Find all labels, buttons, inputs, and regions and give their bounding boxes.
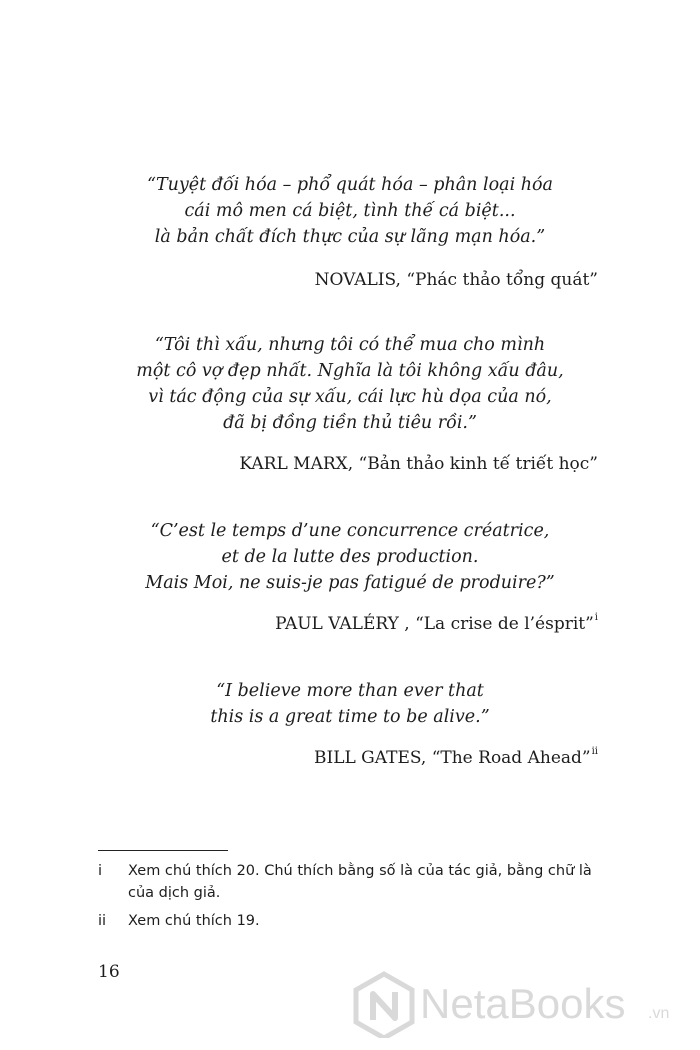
quote-line: “C’est le temps d’une concurrence créatrice, [150,521,550,541]
quote-line: “Tôi thì xấu, nhưng tôi có thể mua cho mình [154,335,546,355]
footnote-mark: i [98,863,103,879]
quote-line: một cô vợ đẹp nhất. Nghĩa là tôi không xấu đâu, [136,361,564,381]
netabooks-watermark [348,968,688,1038]
watermark-brand: NetaBooks [420,980,626,1027]
quote-line: vì tác động của sự xấu, cái lực hù dọa của nó, [148,387,552,407]
quote-line: Mais Moi, ne suis-je pas fatigué de produire?” [145,573,555,593]
epigraph-quote [0,332,700,436]
quote-line: đã bị đồng tiền thủ tiêu rồi.” [223,413,477,433]
footnote-mark: ii [98,913,107,929]
epigraph-quote [0,172,700,250]
footnote-item [98,860,608,904]
epigraph-attribution: NOVALIS, “Phác thảo tổng quát” [314,270,598,290]
epigraph-attribution: BILL GATES, “The Road Ahead”$^{ii}$ [313,746,598,768]
epigraph-attribution: KARL MARX, “Bản thảo kinh tế triết học” [239,454,598,474]
quote-line: là bản chất đích thực của sự lãng mạn hóa.” [154,227,546,247]
quote-line: “I believe more than ever that [216,681,484,701]
footnote-ref[interactable]: i [594,612,598,623]
epigraph-quote [0,518,700,596]
footnote-item [98,910,608,932]
watermark-suffix: .vn [648,1005,670,1022]
quote-line: this is a great time to be alive.” [210,707,490,727]
footnote-divider [98,850,228,851]
page-number: 16 [98,962,120,982]
footnote-ref[interactable]: ii [591,746,598,757]
epigraph-attribution: PAUL VALÉRY , “La crise de l’ésprit”$^i$ [275,612,598,634]
quote-line: cái mô men cá biệt, tình thế cá biệt... [184,201,516,221]
epigraph-3 [0,518,700,634]
epigraph-4 [0,678,700,768]
epigraph-1 [0,172,700,290]
quote-line: “Tuyệt đối hóa – phổ quát hóa – phân loại hóa [147,175,553,195]
footnote-text: Xem chú thích 20. Chú thích bằng số là của tác giả, bằng chữ là của dịch giả. [128,863,592,901]
epigraph-2 [0,332,700,474]
footnote-text: Xem chú thích 19. [128,913,260,929]
quote-line: et de la lutte des production. [221,547,479,567]
epigraph-quote [0,678,700,730]
netabooks-logo-icon [356,974,412,1038]
